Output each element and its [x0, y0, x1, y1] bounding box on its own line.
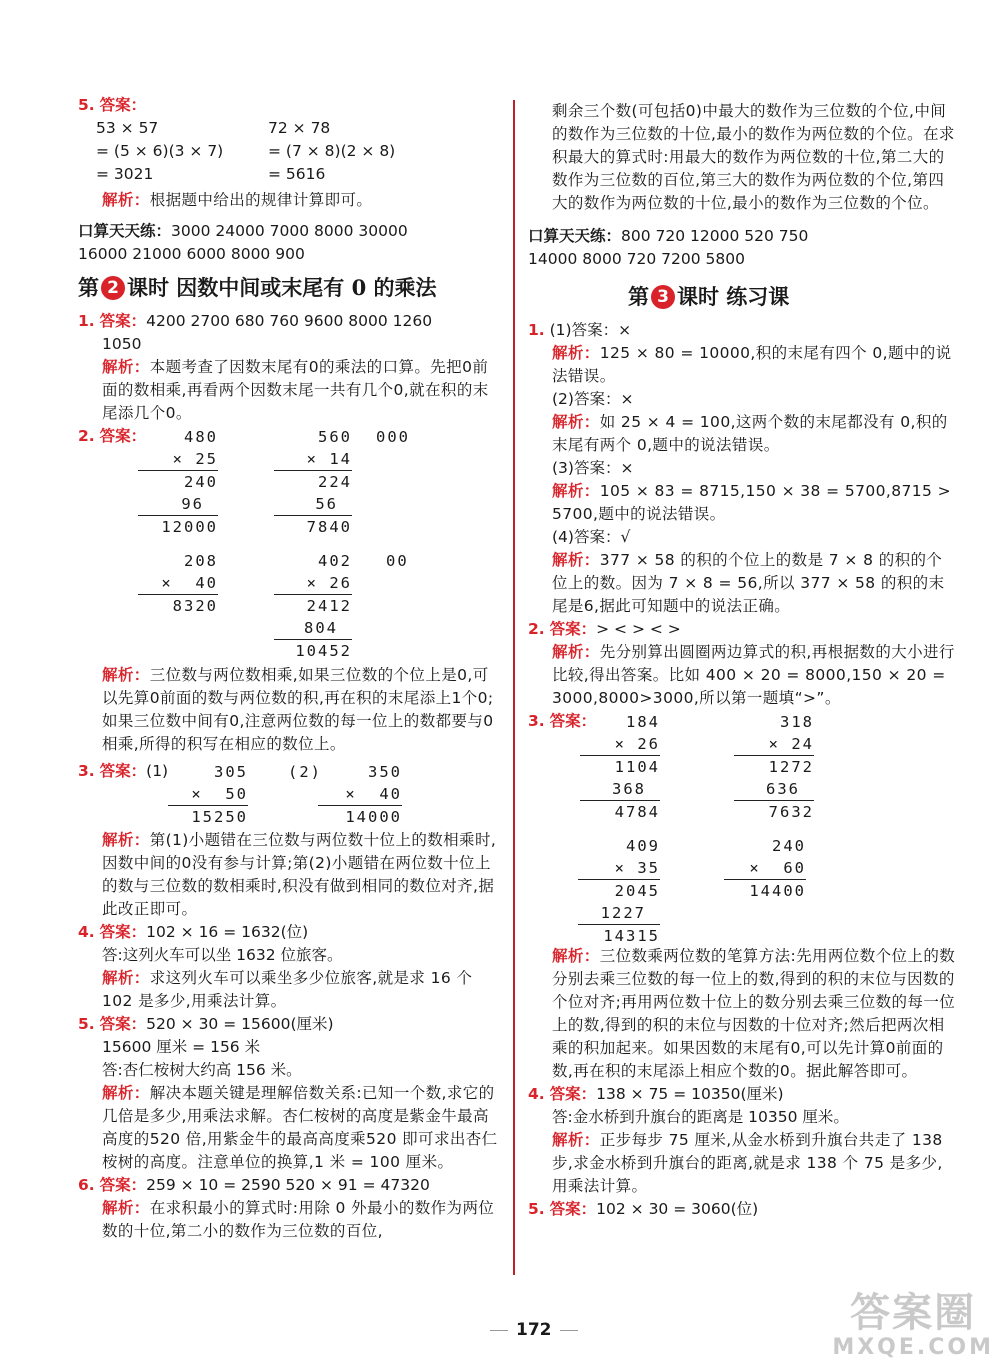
r-q3-calcs: [528, 711, 958, 945]
lesson-number-badge: 2: [101, 276, 125, 300]
kousuan-row-1: 口算天天练：3000 24000 7000 8000 30000: [78, 222, 408, 240]
l-q1-answer: 1. 答案：4200 2700 680 760 9600 8000 1260: [78, 312, 433, 330]
calc-318x24: 318 × 24 1272 636 7632: [734, 711, 814, 823]
l-q3-explanation: 解析：第(1)小题错在三位数与两位数十位上的数相乘时,因数中间的0没有参与计算;第(2)小题错在两位数十位上的数与三位数的数相乘时,积没有做到相同的数位对齐,据此改正即可。: [102, 831, 497, 918]
r-q3-answer: 3. 答案：: [528, 712, 597, 730]
r-q2-answer: 2. 答案：> < > < >: [528, 620, 681, 638]
question-number: 5.: [78, 96, 95, 114]
kousuan-row-2: 14000 8000 720 7200 5800: [528, 250, 745, 268]
left-column: 5. 答案： 53 × 57 = (5 × 6)(3 × 7) = 3021 72 × 78 = (7 × 8)(2 × 8) = 5616 解析：根据题中给出的规律计算即可。 口算天天练：3000 24000 7000 8000 30000 16000 21000 6000 8000 900 第 2 课时 因数中间或末尾有 0 的乘法 1. 答案：4200 2700 680 760 9600 8000 1260 1050 解析：本题考查了因数末尾有0的乘法的口算。先把0前面的数相乘,再看两个因数末尾一共有几个0,就在积的末尾添几个0。 2. 答案： 480 × 25 240 96 12000 560 × 14 224 56 7840 000 208 × 40 8320 402 × 26 2412 804 10452 00 解析：三位数与两位数相乘,如果三位数的个位上是0,可以先算0前面的数与两位数的积,再在积的末尾添上1个0;如果三位数中间有0,注意两位数的每一位上的数都要与0相乘,所得的积写在相应的数位上。 3. 答案：(1) 305 × 50 15250 (2) 350 × 40 14000 解析：第(1)小题错在三位数与两位数十位上的数相乘时,因数中间的0没有参与计算;第(2)小题错在两位数十位上的数与三位数的数相乘时,积没有做到相同的数位对齐,据此改正即可。 4. 答案：102 × 16 = 1632(位) 答:这列火车可以坐 1632 位旅客。 解析：求这列火车可以乘坐多少位旅客,就是求 16 个 102 是多少,用乘法计算。 5. 答案：520 × 30 = 15600(厘米) 15600 厘米 = 156 米 答:杏仁桉树大约高 156 米。 解析：解决本题关键是理解倍数关系:已知一个数,求它的几倍是多少,用乘法求解。杏仁桉树的高度是紫金牛最高高度的520 倍,用紫金牛的最高高度乘520 即可求出杏仁桉树的高度。注意单位的换算,1 米 = 100 厘米。 6. 答案：259 × 10 = 2590 520 × 91 = 47320 解析：在求积最小的算式时:用除 0 外最小的数作为两位数的十位,第二小的数作为三位数的百位,: [78, 94, 503, 1243]
lesson-2-heading: 第 2 课时 因数中间或末尾有 0 的乘法: [78, 275, 437, 300]
r-q1-3: (3)答案：×: [552, 459, 634, 477]
l-q4-answer: 4. 答案：102 × 16 = 1632(位): [78, 923, 309, 941]
q5-calculations: [78, 117, 503, 189]
l-q3-calcs: 305 × 50 15250 (2) 350 × 40 14000: [78, 761, 503, 811]
calc-480x25: 480 × 25 240 96 12000: [138, 426, 218, 538]
l-q5b-explanation: 解析：解决本题关键是理解倍数关系:已知一个数,求它的几倍是多少,用乘法求解。杏仁桉树的高度是紫金牛最高高度的520 倍,用紫金牛的最高高度乘520 即可求出杏仁桉树的高度。注意单位的换算,1 米 = 100 厘米。: [102, 1084, 498, 1171]
continued-explanation: 剩余三个数(可包括0)中最大的数作为三位数的个位,中间的数作为三位数的十位,最小的数作为两位数的个位。在求积最大的算式时:用最大的数作为两位数的十位,第二大的数作为三位数的百位,第三大的数作为两位数的个位,第四大的数作为两位数的十位,最小的数作为三位数的个位。: [552, 102, 955, 212]
l-q3-answer: 3. 答案：(1): [78, 762, 169, 780]
r-q3-explanation: 解析：三位数乘两位数的笔算方法:先用两位数个位上的数分别去乘三位数的每一位上的数,得到的积的末位与因数的个位对齐;再用两位数十位上的数分别去乘三位数的每一位上的数,得到的积的末位与因数的十位对齐;然后把两次相乘的积加起来。如果因数的末尾有0,可以先计算0前面的数,再在积的末尾添上相应个数的0。据此解答即可。: [552, 947, 956, 1080]
r-q1-1: 1. (1)答案：×: [528, 321, 632, 339]
l-q2-calcs: [78, 426, 503, 726]
q5-answer-line: [78, 94, 503, 117]
lesson-number-badge: 3: [651, 285, 675, 309]
l-q2-explanation: 解析：三位数与两位数相乘,如果三位数的个位上是0,可以先算0前面的数与两位数的积,再在积的末尾添上1个0;如果三位数中间有0,注意两位数的每一位上的数都要与0相乘,所得的积写在相应的数位上。: [102, 666, 494, 753]
column-divider: [513, 100, 515, 1275]
r-q5-answer: 5. 答案：102 × 30 = 3060(位): [528, 1200, 759, 1218]
page-number: 172: [482, 1320, 586, 1340]
stray-text: 000: [376, 428, 410, 446]
watermark: 答案圈 MXQE.COM: [832, 1290, 994, 1360]
calc-409x35: 409 × 35 2045 1227 14315: [578, 835, 660, 947]
calc-350x40: 350 × 40 14000: [318, 761, 402, 828]
kousuan-row-2: 16000 21000 6000 8000 900: [78, 245, 305, 263]
calc-305x50: 305 × 50 15250: [168, 761, 248, 828]
calc-208x40: 208 × 40 8320: [138, 550, 218, 617]
q5-calc-1: 53 × 57 = (5 × 6)(3 × 7) = 3021: [96, 119, 224, 183]
l-q1-explanation: 解析：本题考查了因数末尾有0的乘法的口算。先把0前面的数相乘,再看两个因数末尾一共有几个0,就在积的末尾添几个0。: [102, 358, 489, 422]
calc-240x60: 240 × 60 14400: [724, 835, 806, 902]
kousuan-row-1: 口算天天练：800 720 12000 520 750: [528, 227, 809, 245]
r-q1-4: (4)答案：√: [552, 528, 631, 546]
l-q5b-answer: 5. 答案：520 × 30 = 15600(厘米): [78, 1015, 334, 1033]
right-column: 剩余三个数(可包括0)中最大的数作为三位数的个位,中间的数作为三位数的十位,最小的数作为两位数的个位。在求积最大的算式时:用最大的数作为两位数的十位,第二大的数作为三位数的百位,第三大的数作为两位数的个位,第四大的数作为两位数的十位,最小的数作为三位数的个位。 口算天天练：800 720 12000 520 750 14000 8000 720 7200 5800 第 3 课时 练习课 1. (1)答案：× 解析：125 × 80 = 10000,积的末尾有四个 0,题中的说法错误。 (2)答案：× 解析：如 25 × 4 = 100,这两个数的末尾都没有 0,积的末尾有两个 0,题中的说法错误。 (3)答案：× 解析：105 × 83 = 8715,150 × 38 = 5700,8715 > 5700,题中的说法错误。 (4)答案：√ 解析：377 × 58 的积的个位上的数是 7 × 8 的积的个位上的数。因为 7 × 8 = 56,所以 377 × 58 的积的末尾是6,据此可知题中的说法正确。 2. 答案：> < > < > 解析：先分别算出圆圈两边算式的积,再根据数的大小进行比较,得出答案。比如 400 × 20 = 8000,150 × 20 = 3000,8000>3000,所以第一题填“>”。 3. 答案： 184 × 26 1104 368 4784 318 × 24 1272 636 7632 409 × 35 2045 1227 14315 240 × 60 14400 解析：三位数乘两位数的笔算方法:先用两位数个位上的数分别去乘三位数的每一位上的数,得到的积的末位与因数的个位对齐;再用两位数十位上的数分别去乘三位数的每一位上的数,得到的积的末位与因数的十位对齐;然后把两次相乘的积加起来。如果因数的末尾有0,可以先计算0前面的数,再在积的末尾添上相应个数的0。据此解答即可。 4. 答案：138 × 75 = 10350(厘米) 答:金水桥到升旗台的距离是 10350 厘米。 解析：正步每步 75 厘米,从金水桥到升旗台共走了 138 步,求金水桥到升旗台的距离,就是求 138 个 75 是多少,用乘法计算。 5. 答案：102 × 30 = 3060(位): [528, 100, 958, 1221]
r-q4-answer: 4. 答案：138 × 75 = 10350(厘米): [528, 1085, 784, 1103]
l-q6-answer: 6. 答案：259 × 10 = 2590 520 × 91 = 47320: [78, 1176, 430, 1194]
l-q6-explanation: 解析：在求积最小的算式时:用除 0 外最小的数作为两位数的十位,第二小的数作为三位数的百位,: [102, 1199, 495, 1240]
r-q2-explanation: 解析：先分别算出圆圈两边算式的积,再根据数的大小进行比较,得出答案。比如 400 × 20 = 8000,150 × 20 = 3000,8000>3000,所以第一题填“>”。: [552, 643, 955, 707]
lesson-3-heading: 第 3 课时 练习课: [628, 284, 790, 309]
q5-explanation: 解析：根据题中给出的规律计算即可。: [102, 191, 373, 209]
answer-label: 答案：: [99, 96, 147, 114]
calc-402x26: 402 × 26 2412 804 10452: [274, 550, 352, 662]
stray-text: 00: [386, 552, 409, 570]
r-q1-2: (2)答案：×: [552, 390, 634, 408]
calc-184x26: 184 × 26 1104 368 4784: [580, 711, 660, 823]
calc-560x14: 560 × 14 224 56 7840: [274, 426, 352, 538]
l-q4-explanation: 解析：求这列火车可以乘坐多少位旅客,就是求 16 个 102 是多少,用乘法计算。: [102, 969, 473, 1010]
l-q2-answer: 2. 答案：: [78, 427, 147, 445]
r-q4-explanation: 解析：正步每步 75 厘米,从金水桥到升旗台共走了 138 步,求金水桥到升旗台的距离,就是求 138 个 75 是多少,用乘法计算。: [552, 1131, 943, 1195]
q5-calc-2: 72 × 78 = (7 × 8)(2 × 8) = 5616: [268, 119, 396, 183]
